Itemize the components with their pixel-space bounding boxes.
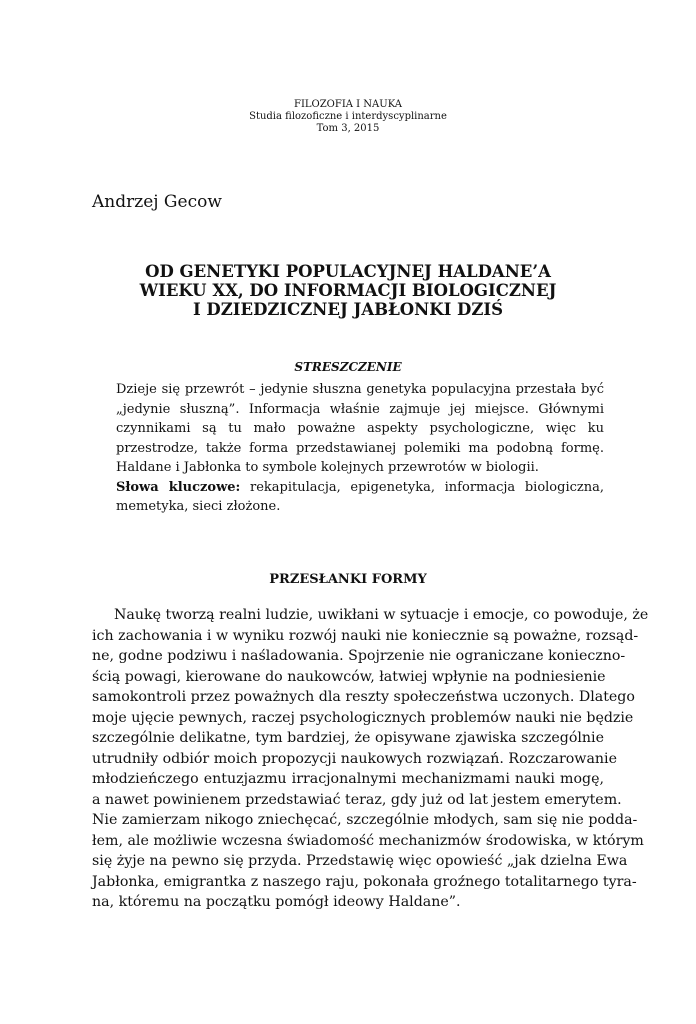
paragraph-line: ścią powagi, kierowane do naukowców, łatwiej wpłynie na podniesienie — [92, 668, 606, 685]
paragraph-line: Nie zamierzam nikogo zniechęcać, szczególnie młodych, sam się nie podda- — [92, 812, 638, 828]
keywords-paragraph — [116, 478, 604, 517]
keywords-label: Słowa kluczowe: — [116, 479, 241, 495]
keywords-list: rekapitulacja, epigenetyka, informacja biologiczna, memetyka, sieci złożone. — [116, 479, 604, 514]
journal-name: FILOZOFIA I NAUKA — [294, 99, 402, 110]
article-title — [92, 262, 604, 319]
title-line: I DZIEDZICZNEJ JABŁONKI DZIŚ — [192, 300, 504, 319]
author-name: Andrzej Gecow — [92, 192, 222, 212]
paragraph-line: się żyje na pewno się przyda. Przedstawię więc opowieść „jak dzielna Ewa — [92, 853, 628, 869]
paragraph-line: samokontroli przez poważnych dla reszty społeczeństwa uczonych. Dlatego — [92, 689, 635, 705]
title-line: WIEKU XX, DO INFORMACJI BIOLOGICZNEJ — [139, 281, 557, 300]
paragraph-line: moje ujęcie pewnych, raczej psychologicznych problemów nauki nie będzie — [92, 709, 634, 726]
paragraph-line: szczególnie delikatne, tym bardziej, że opisywane zjawiska szczególnie — [92, 730, 604, 746]
section-heading: PRZESŁANKI FORMY — [269, 572, 427, 587]
journal-subtitle: Studia filozoficzne i interdyscyplinarne — [249, 111, 447, 122]
paragraph-line: na, któremu na początku pomógł ideowy Haldane”. — [92, 894, 461, 910]
abstract-heading: STRESZCZENIE — [294, 360, 402, 374]
paragraph-line: ich zachowania i w wyniku rozwój nauki nie koniecznie są poważne, rozsąd- — [92, 627, 639, 644]
paragraph-line: młodzieńczego entuzjazmu irracjonalnymi mechanizmami nauki mogę, — [92, 771, 604, 787]
body-paragraph — [92, 605, 649, 913]
title-line: OD GENETYKI POPULACYJNEJ HALDANE’A — [145, 262, 551, 281]
paragraph-line: łem, ale możliwie wczesna świadomość mechanizmów środowiska, w którym — [92, 832, 644, 849]
journal-header — [0, 99, 696, 135]
paragraph-line: Naukę tworzą realni ludzie, uwikłani w sytuacje i emocje, co powoduje, że — [114, 607, 649, 623]
abstract-block — [116, 380, 604, 517]
journal-volume: Tom 3, 2015 — [316, 123, 380, 134]
paragraph-line: a nawet powinienem przedstawiać teraz, gdy już od lat jestem emerytem. — [92, 791, 622, 808]
abstract-text: Dzieje się przewrót – jedynie słuszna genetyka populacyjna przestała być „jedynie słuszną”. Informacja właśnie zajmuje jej miejsce. Głównymi czynnikami są tu mało poważne aspekty psychologiczne, więc ku przestrodze, także forma przedstawianej polemiki ma podobną formę. Haldane i Jabłonka to symbole kolejnych przewrotów w biologii. — [116, 382, 604, 475]
paragraph-line: ne, godne podziwu i naśladowania. Spojrzenie nie ograniczane konieczno- — [92, 648, 626, 664]
paragraph-line: utrudniły odbiór moich propozycji naukowych rozwiązań. Rozczarowanie — [92, 750, 617, 767]
paragraph-line: Jabłonka, emigrantka z naszego raju, pokonała groźnego totalitarnego tyra- — [92, 873, 637, 890]
